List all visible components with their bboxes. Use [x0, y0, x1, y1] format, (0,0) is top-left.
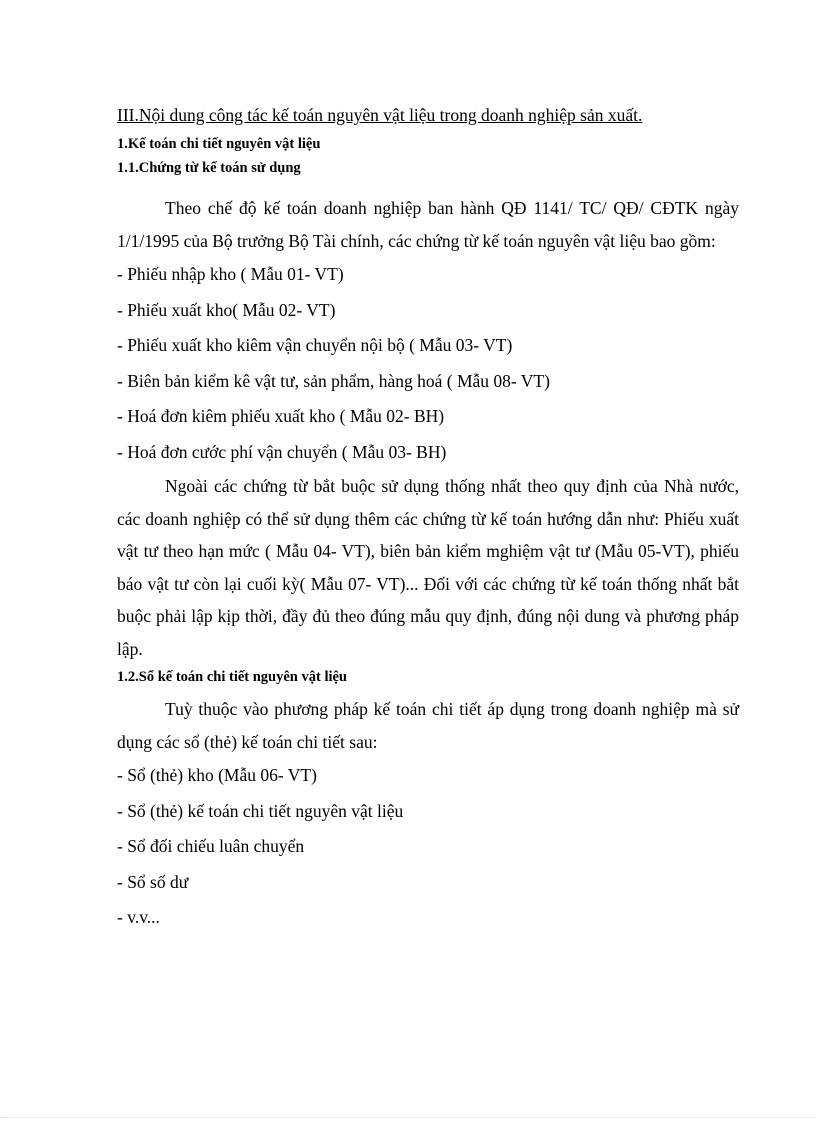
voucher-list [117, 257, 739, 470]
list-item: - Sổ đối chiếu luân chuyển [117, 836, 305, 856]
list-item: - v.v... [117, 907, 160, 927]
list-item: - Hoá đơn cước phí vận chuyển ( Mẫu 03- BH) [117, 441, 447, 462]
page-bottom-divider [0, 1117, 816, 1118]
list-item: - Sổ (thẻ) kế toán chi tiết nguyên vật liệu [117, 800, 404, 821]
section-heading-1: 1.Kế toán chi tiết nguyên vật liệu [117, 136, 321, 152]
paragraph-2: Ngoài các chứng từ bắt buộc sử dụng thống nhất theo quy định của Nhà nước, các doanh nghiệp có thể sử dụng thêm các chứng từ kế toán hướng dẫn như: Phiếu xuất vật tư theo hạn mức ( Mẫu 04- VT), biên bản kiểm mghiệm vật tư (Mẫu 05-VT), phiếu báo vật tư còn lại cuối kỳ( Mẫu 07- VT)... Đối với các chứng từ kế toán thống nhất bắt buộc phải lập kịp thời, đầy đủ theo đúng mẫu quy định, đúng nội dung và phương pháp lập. [117, 476, 739, 659]
section-heading-1-1: 1.1.Chứng từ kế toán sử dụng [117, 160, 301, 176]
ledger-list [117, 758, 739, 936]
section-heading-1-2: 1.2.Sổ kế toán chi tiết nguyên vật liệu [117, 669, 347, 685]
list-item: - Hoá đơn kiêm phiếu xuất kho ( Mẫu 02- BH) [117, 406, 445, 426]
paragraph-1: Theo chế độ kế toán doanh nghiệp ban hành QĐ 1141/ TC/ QĐ/ CĐTK ngày 1/1/1995 của Bộ trưởng Bộ Tài chính, các chứng từ kế toán nguyên vật liệu bao gồm: [117, 198, 739, 251]
document-title: III.Nội dung công tác kế toán nguyên vật liệu trong doanh nghiệp sản xuất. [117, 105, 643, 125]
list-item: - Phiếu xuất kho kiêm vận chuyển nội bộ ( Mẫu 03- VT) [117, 335, 513, 355]
list-item: - Phiếu xuất kho( Mẫu 02- VT) [117, 299, 336, 320]
list-item: - Phiếu nhập kho ( Mẫu 01- VT) [117, 264, 344, 284]
paragraph-3: Tuỳ thuộc vào phương pháp kế toán chi tiết áp dụng trong doanh nghiệp mà sử dụng các sổ (thẻ) kế toán chi tiết sau: [117, 699, 739, 752]
list-item: - Sổ (thẻ) kho (Mẫu 06- VT) [117, 765, 317, 785]
list-item: - Sổ số dư [117, 871, 189, 892]
document-page [117, 104, 739, 936]
list-item: - Biên bản kiểm kê vật tư, sản phẩm, hàng hoá ( Mẫu 08- VT) [117, 370, 550, 391]
